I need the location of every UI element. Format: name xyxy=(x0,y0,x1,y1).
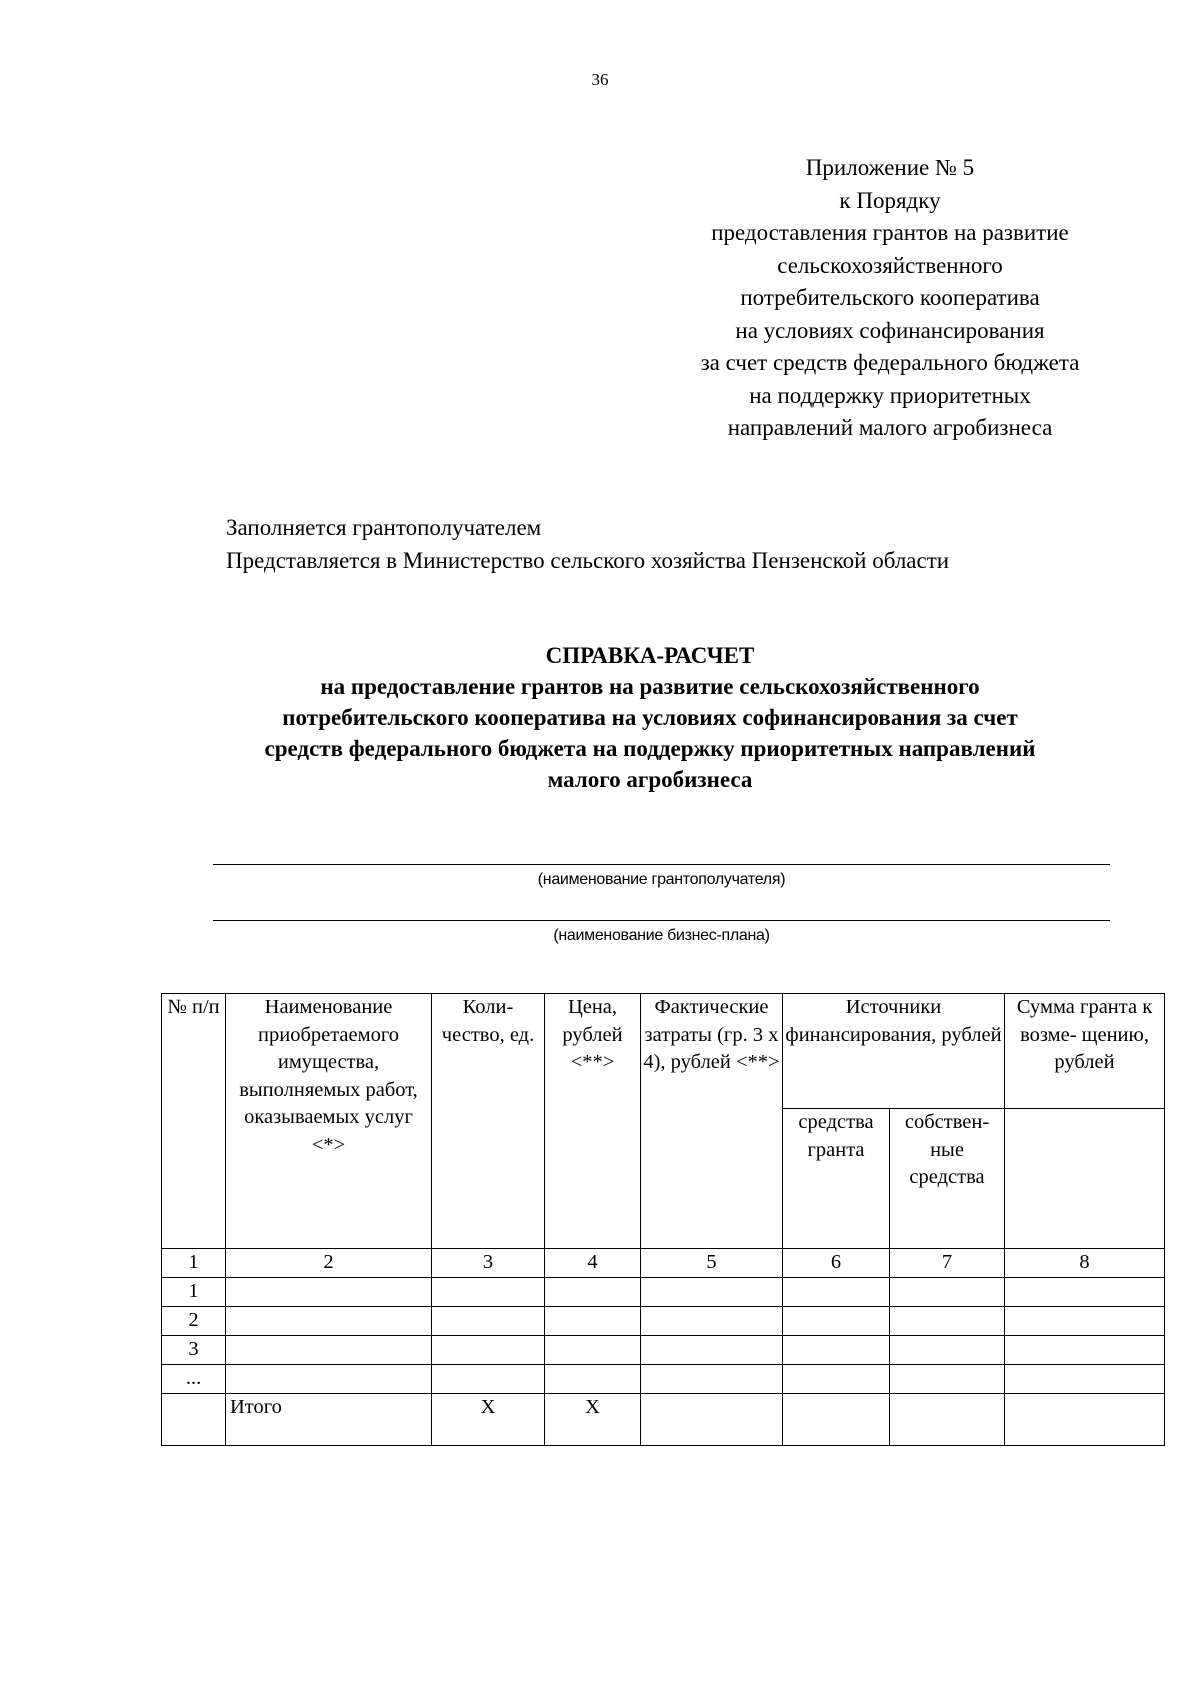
appendix-line: к Порядку xyxy=(839,187,941,213)
header-grant-funds: средства гранта xyxy=(783,1109,890,1249)
cell-grant-sum[interactable] xyxy=(1005,1277,1165,1306)
cell-price[interactable] xyxy=(545,1306,641,1335)
header-grant-sum-empty xyxy=(1005,1109,1165,1249)
cell-grant-funds[interactable] xyxy=(783,1364,890,1393)
total-row-number xyxy=(162,1393,226,1445)
appendix-line: Приложение № 5 xyxy=(805,155,975,180)
column-number: 5 xyxy=(641,1249,783,1278)
table-row xyxy=(162,1335,1165,1364)
column-number-row xyxy=(162,1249,1165,1278)
row-number: 1 xyxy=(162,1277,226,1306)
appendix-line: предоставления грантов на развитие xyxy=(711,220,1069,245)
cell-grant-sum[interactable] xyxy=(1005,1364,1165,1393)
column-number: 7 xyxy=(890,1249,1005,1278)
cell-grant-sum[interactable] xyxy=(1005,1335,1165,1364)
row-number: 3 xyxy=(162,1335,226,1364)
header-quantity: Коли- чество, ед. xyxy=(432,994,545,1249)
total-actual-costs[interactable] xyxy=(641,1393,783,1445)
table-row xyxy=(162,1306,1165,1335)
cell-own-funds[interactable] xyxy=(890,1277,1005,1306)
header-funding-sources: Источники финансирования, рублей xyxy=(783,994,1005,1109)
row-number: ... xyxy=(162,1364,226,1393)
appendix-line: направлений малого агробизнеса xyxy=(727,415,1053,440)
document-title xyxy=(100,640,1200,795)
column-number: 8 xyxy=(1005,1249,1165,1278)
cell-price[interactable] xyxy=(545,1335,641,1364)
header-price: Цена, рублей <**> xyxy=(545,994,641,1249)
cell-actual-costs[interactable] xyxy=(641,1364,783,1393)
total-label: Итого xyxy=(226,1393,432,1445)
cell-grant-sum[interactable] xyxy=(1005,1306,1165,1335)
table-header-row xyxy=(162,994,1165,1109)
submitted-to: Представляется в Министерство сельского хозяйства Пензенской области xyxy=(226,548,950,573)
title-subtitle-line: малого агробизнеса xyxy=(547,767,753,792)
total-own-funds[interactable] xyxy=(890,1393,1005,1445)
cell-own-funds[interactable] xyxy=(890,1306,1005,1335)
cell-quantity[interactable] xyxy=(432,1306,545,1335)
cell-actual-costs[interactable] xyxy=(641,1277,783,1306)
title-subtitle-line: средств федерального бюджета на поддержку приоритетных направлений xyxy=(264,736,1036,761)
appendix-header xyxy=(620,152,1160,445)
business-plan-name-line[interactable] xyxy=(213,920,1110,921)
title-subtitle-line: потребительского кооператива на условиях софинансирования за счет xyxy=(282,705,1018,730)
calculation-table xyxy=(161,993,1165,1446)
cell-grant-funds[interactable] xyxy=(783,1306,890,1335)
business-plan-name-caption: (наименование бизнес-плана) xyxy=(553,927,770,944)
cell-grant-funds[interactable] xyxy=(783,1277,890,1306)
column-number: 1 xyxy=(162,1249,226,1278)
cell-own-funds[interactable] xyxy=(890,1335,1005,1364)
header-grant-sum: Сумма гранта к возме- щению, рублей xyxy=(1005,994,1165,1109)
appendix-line: за счет средств федерального бюджета xyxy=(700,350,1080,375)
cell-own-funds[interactable] xyxy=(890,1364,1005,1393)
header-own-funds: собствен- ные средства xyxy=(890,1109,1005,1249)
cell-item-name[interactable] xyxy=(226,1364,432,1393)
column-number: 2 xyxy=(226,1249,432,1278)
cell-actual-costs[interactable] xyxy=(641,1306,783,1335)
cell-quantity[interactable] xyxy=(432,1277,545,1306)
cell-item-name[interactable] xyxy=(226,1335,432,1364)
cell-item-name[interactable] xyxy=(226,1277,432,1306)
appendix-line: на поддержку приоритетных xyxy=(749,382,1031,408)
row-number: 2 xyxy=(162,1306,226,1335)
cell-quantity[interactable] xyxy=(432,1335,545,1364)
filling-info xyxy=(226,511,949,577)
total-row xyxy=(162,1393,1165,1445)
appendix-line: сельскохозяйственного xyxy=(777,252,1003,278)
column-number: 6 xyxy=(783,1249,890,1278)
cell-price[interactable] xyxy=(545,1364,641,1393)
cell-item-name[interactable] xyxy=(226,1306,432,1335)
cell-quantity[interactable] xyxy=(432,1364,545,1393)
total-quantity: Х xyxy=(432,1393,545,1445)
header-num: № п/п xyxy=(162,994,226,1249)
total-grant-funds[interactable] xyxy=(783,1393,890,1445)
recipient-name-caption: (наименование грантополучателя) xyxy=(537,871,786,888)
header-actual-costs: Фактические затраты (гр. 3 х 4), рублей <**> xyxy=(641,994,783,1249)
title-main: СПРАВКА-РАСЧЕТ xyxy=(545,643,755,668)
column-number: 4 xyxy=(545,1249,641,1278)
filling-by: Заполняется грантополучателем xyxy=(226,515,542,540)
table-row xyxy=(162,1277,1165,1306)
table-row xyxy=(162,1364,1165,1393)
recipient-name-line[interactable] xyxy=(213,864,1110,865)
column-number: 3 xyxy=(432,1249,545,1278)
total-price: Х xyxy=(545,1393,641,1445)
cell-grant-funds[interactable] xyxy=(783,1335,890,1364)
header-item-name: Наименование приобретаемого имущества, выполняемых работ, оказываемых услуг <*> xyxy=(226,994,432,1249)
cell-price[interactable] xyxy=(545,1277,641,1306)
appendix-line: на условиях софинансирования xyxy=(735,317,1045,343)
cell-actual-costs[interactable] xyxy=(641,1335,783,1364)
page-number: 36 xyxy=(591,70,609,89)
total-grant-sum[interactable] xyxy=(1005,1393,1165,1445)
appendix-line: потребительского кооператива xyxy=(740,285,1040,310)
title-subtitle-line: на предоставление грантов на развитие сельскохозяйственного xyxy=(320,674,980,699)
